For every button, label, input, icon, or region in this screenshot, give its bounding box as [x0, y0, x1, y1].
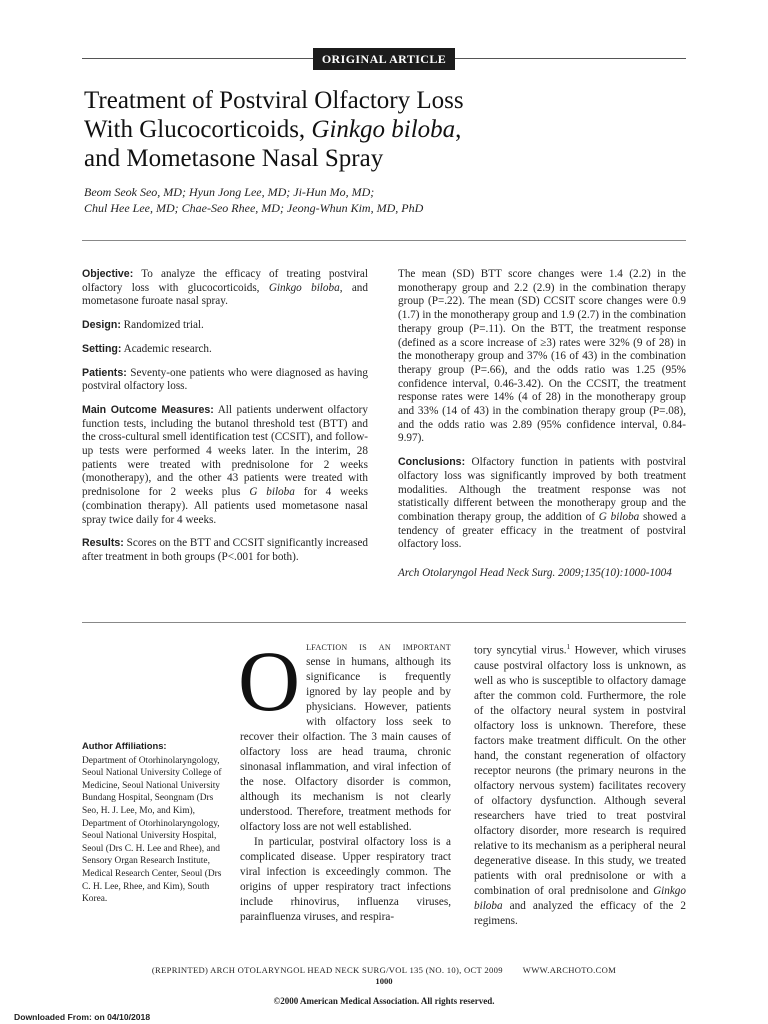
- paragraph-2-cont-text: tory syncytial virus.: [474, 644, 567, 657]
- setting-text: Academic research.: [123, 342, 212, 355]
- title-line-3: and Mometasone Nasal Spray: [84, 145, 384, 172]
- body-paragraph-1: [238, 633, 451, 835]
- paragraph-2-cont-text-b: However, which viruses cause postviral olfactory loss is unknown, as well as who is susceptible to olfactory damage after the common cold. Furthermore, the role of the olfactory neural system in postviral olfactory loss is unknown. Therefore, these factors make treatment difficult. On the other hand, the constant regeneration of olfactory receptor neurons (the primary neurons in the olfactory nervous system) facilitates recovery of olfactory dysfunction. Although several researchers have tried to treat postviral olfactory disorder, more research is required relative to its mechanism as a peripheral neural degenerative disease. In this study, we treated patients with oral prednisolone or with a combination of oral prednisolone and: [474, 644, 686, 897]
- measures-species: G biloba: [249, 486, 295, 499]
- article-title: [84, 86, 684, 173]
- body-paragraph-2: In particular, postviral olfactory loss is a complicated disease. Upper respiratory tract viral infection is exceedingly common. The origins of upper respiratory tract infections include rhinovirus, influenza viruses, parainfluenza viruses, and respira-: [240, 836, 451, 923]
- reference-superscript: 1: [566, 643, 571, 651]
- affiliations-text: Department of Otorhinolaryngology, Seoul National University College of Medicine, Seoul National University Bundang Hospital, Seongnam (Drs Seo, H. J. Lee, Mo, and Kim), Department of Otorhinolaryngology, Seoul National University Hospital, Seoul (Drs C. H. Lee and Rhee), and Sensory Organ Research Institute, Medical Research Center, Seoul (Drs C. H. Lee, Rhee, and Kim), South Korea.: [82, 755, 222, 905]
- title-line-1: Treatment of Postviral Olfactory Loss: [84, 87, 464, 114]
- abstract-conclusions: [398, 456, 686, 552]
- journal-website: WWW.ARCHOTO.COM: [522, 965, 617, 975]
- page-number: 1000: [375, 976, 393, 986]
- author-line-1: Beom Seok Seo, MD; Hyun Jong Lee, MD; Ji-Hun Mo, MD;: [84, 185, 375, 199]
- conclusions-text: Olfactory function in patients with postviral olfactory loss was significantly improved by both treatment modalities. Although the treatment response was not statistically different between the monotherapy group and the combination therapy group, the addition of: [398, 456, 687, 523]
- paragraph-2-cont-end: and analyzed the efficacy of the 2 regimens.: [474, 899, 686, 927]
- setting-label: Setting:: [82, 342, 122, 355]
- objective-text-end: , and mometasone furoate nasal spray.: [82, 281, 368, 308]
- title-line-2-text: With Glucocorticoids,: [84, 116, 312, 143]
- download-stamp: Downloaded From: on 04/10/2018: [14, 1012, 151, 1022]
- abstract-design: [82, 319, 368, 333]
- objective-text: To analyze the efficacy of treating postviral olfactory loss with glucocorticoids,: [82, 268, 368, 294]
- conclusions-text-end: showed a tendency of greater efficacy in the treatment of postviral olfactory loss.: [398, 510, 686, 551]
- abstract-bottom-rule: [82, 622, 686, 623]
- article-type-banner: ORIGINAL ARTICLE: [313, 48, 455, 70]
- abstract-measures: [82, 404, 368, 527]
- paragraph-1-text: sense in humans, although its significance is frequently ignored by lay people and by physicians. However, patients with olfactory loss seek to recover their olfaction. The 3 main causes of olfactory loss are head trauma, chronic sinonasal inflammation, and viral infection of the nose. Olfactory disorder is common, although its mechanism is not clearly understood. Therefore, treatment methods for olfactory loss are not well established.: [240, 656, 451, 833]
- title-line-2-comma: ,: [455, 116, 462, 143]
- body-paragraph-2-continued: [474, 640, 686, 929]
- results-label: Results:: [82, 537, 124, 550]
- abstract-left-column: [82, 268, 368, 575]
- lead-in-smallcaps: lfaction is an important: [306, 641, 451, 653]
- author-list: [84, 184, 684, 216]
- author-line-2: Chul Hee Lee, MD; Chae-Seo Rhee, MD; Jeong-Whun Kim, MD, PhD: [84, 201, 424, 215]
- objective-label: Objective:: [82, 268, 134, 280]
- author-affiliations: [82, 740, 230, 906]
- running-footer: [0, 965, 768, 975]
- measures-text-end: for 4 weeks (combination therapy). All patients used mometasone nasal spray twice daily for 4 weeks.: [82, 486, 368, 526]
- conclusions-label: Conclusions:: [398, 456, 466, 469]
- body-species: Ginkgo biloba: [474, 884, 686, 912]
- design-text: Randomized trial.: [123, 319, 204, 332]
- patients-text: Seventy-one patients who were diagnosed as having postviral olfactory loss.: [82, 366, 368, 393]
- abstract-right-column: [398, 268, 686, 590]
- abstract-top-rule: [82, 240, 686, 241]
- results-text: Scores on the BTT and CCSIT significantly increased after treatment in both groups (P<.001 for both).: [82, 537, 369, 563]
- design-label: Design:: [82, 319, 121, 332]
- abstract-patients: [82, 367, 368, 394]
- patients-label: Patients:: [82, 366, 127, 379]
- conclusions-species: G biloba: [598, 510, 640, 523]
- title-line-2: [84, 115, 684, 144]
- measures-label: Main Outcome Measures:: [82, 403, 214, 416]
- abstract-results-continued: The mean (SD) BTT score changes were 1.4 (2.2) in the monotherapy group and 2.2 (2.9) in the combination therapy group (P=.22). The mean (SD) CCSIT score changes were 0.9 (1.7) in the monotherapy group and 1.9 (2.7) in the combination therapy group (P=.11). On the BTT, the treatment response (defined as a score increase of ≥3) rates were 32% (9 of 28) in the monotherapy group and 37% (16 of 43) in the combination therapy group (P=.66), and the odds ratio was 1.25 (95% confidence interval, 0.46-3.42). On the CCSIT, the treatment response rates were 14% (4 of 28) in the monotherapy group and 33% (14 of 43) in the combination therapy group (P=.08), and the odds ratio was 2.89 (95% confidence interval, 0.84-9.97).: [398, 268, 686, 445]
- citation: Arch Otolaryngol Head Neck Surg. 2009;135(10):1000-1004: [398, 567, 672, 580]
- body-column-2: [474, 640, 686, 929]
- abstract-objective: [82, 268, 368, 309]
- affiliations-heading: Author Affiliations:: [82, 740, 167, 751]
- drop-cap: O: [238, 633, 301, 729]
- copyright-notice: ©2000 American Medical Association. All rights reserved.: [273, 996, 495, 1006]
- reprint-info: (REPRINTED) ARCH OTOLARYNGOL HEAD NECK SURG/VOL 135 (NO. 10), OCT 2009: [151, 965, 503, 975]
- measures-text: All patients underwent olfactory function tests, including the butanol threshold test (BTT) and the cross-cultural smell identification test (CCSIT), and follow-up tests were performed 4 weeks later. In the interim, 28 patients were treated with prednisolone for 2 weeks (monotherapy), and the other 43 patients were treated with prednisolone for 2 weeks plus: [82, 403, 368, 499]
- abstract-results: [82, 537, 368, 564]
- body-column-1: [238, 633, 451, 925]
- abstract-setting: [82, 343, 368, 357]
- title-species-name: Ginkgo biloba: [311, 116, 456, 143]
- objective-species: Ginkgo biloba: [268, 281, 340, 294]
